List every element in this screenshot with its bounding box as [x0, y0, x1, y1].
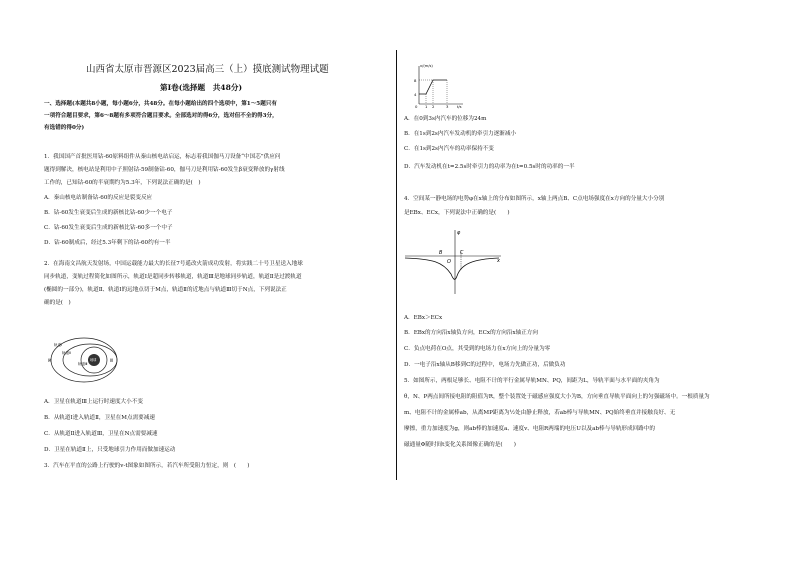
vt-x-label: t/s [457, 105, 462, 109]
q3-option-c: C．在1s到2s内汽车的功率保持不变 [404, 146, 494, 152]
q5-stem-line-5: 磁通量Φ随时间t变化关系图像正确的是( ) [404, 442, 516, 448]
q1-option-d: D．钴-60制成后，经过5.3年剩下的钴-60约有一半 [44, 240, 171, 246]
potential-graph [403, 226, 503, 296]
vt-x-tick-2: 2 [432, 104, 435, 109]
point-n-label: N [110, 358, 113, 363]
q2-option-b: B．从轨道Ⅰ进入轨道Ⅱ，卫星在M点需要减速 [44, 415, 155, 421]
q2-option-d: D．卫星在轨道Ⅱ上，只受地球引力作用而做加速运动 [44, 447, 176, 453]
instructions-line-3: 有选错的得0分) [44, 125, 85, 131]
phi-curve [405, 258, 499, 279]
q3-option-a: A．在0到3s内汽车的位移为24m [404, 116, 487, 122]
vt-y-tick-4: 4 [414, 92, 417, 97]
vt-origin: 0 [415, 104, 418, 109]
q5-stem-line-4: 摩擦，重力加速度为g，则ab棒的加速度a、速度v、电阻R两端的电压U以及ab棒与导轨形成回路中的 [404, 426, 655, 432]
q1-stem-line-2: 题得到解决，核电站是利用中子照射钴-59制备钴-60，伽马刀是利用钴-60发生β衰变释放的γ射线 [44, 167, 285, 173]
left-column [0, 0, 396, 562]
q2-stem-line-2: 同步轨道，变轨过程简化如图所示，轨道Ⅰ是超同步转移轨道，轨道Ⅲ是地球同步轨道，轨道Ⅱ是过渡轨道 [44, 274, 302, 280]
right-column [397, 0, 794, 562]
orbit-iii-label: 轨道Ⅲ [78, 362, 88, 366]
q4-stem-line-1: 4．空间某一静电场的电势φ在x轴上的分布如图所示，x轴上两点B、C点电场强度在x方向的分量大小分别 [404, 196, 665, 202]
q1-option-c: C．钴-60发生衰变后生成的新核比钴-60多一个中子 [44, 225, 173, 231]
q5-stem-line-1: 5．如图所示，两根足够长、电阻不计的平行金属导轨MN、PQ，间距为L，导轨平面与水平面的夹角为 [404, 378, 660, 384]
q3-stem: 3．汽车在平直的公路上行驶的v-t图象如图所示，若汽车所受阻力恒定，则 ( ) [44, 463, 250, 469]
phi-label: φ [457, 230, 461, 236]
q4-option-c: C．负点电荷在O点，其受到的电场力在x方向上的分量为零 [404, 346, 551, 352]
q1-stem-line-3: 工作的，已知钴-60的半衰期约为5.3年，下列说法正确的是( ) [44, 180, 201, 186]
instructions-line-1: 一、选择题(本题共8小题，每小题6分，共48分。在每小题给出的四个选项中，第1～5题只有 [44, 101, 277, 107]
q1-stem-line-1: 1．我国国产首批医用钴-60原料组件从秦山核电站启运，标志着我国伽马刀设备“中国芯”供应问 [44, 154, 281, 160]
document-title: 山西省太原市晋源区2023届高三（上）摸底测试物理试题 [86, 64, 329, 75]
q2-stem-line-1: 2．在海南文昌航天发射场，中国运载能力最大的长征7号遥改火箭成功发射，将实践二十号卫星送入地球 [44, 261, 303, 267]
q4-option-d: D．一电子沿x轴从B移到C的过程中，电场力先做正功，后做负功 [404, 362, 566, 368]
o-label: O [447, 259, 451, 265]
orbit-diagram [44, 333, 120, 391]
instructions-line-2: 一项符合题目要求，第6～8题有多项符合题目要求。全部选对的得6分，选对但不全的得3分， [44, 113, 278, 119]
q5-stem-line-3: m、电阻不计的金属棒ab，从离MP距离为½处由静止释放，若ab棒与导轨MN、PQ始终垂直并接触良好、无 [404, 410, 676, 416]
q4-option-a: A．EBx＞ECx [404, 315, 443, 321]
q1-option-a: A．秦山核电站制备钴-60的反应是裂变反应 [44, 195, 153, 201]
vt-y-tick-8: 8 [414, 78, 417, 83]
earth-label: 地球 [90, 358, 97, 362]
x-label: x [497, 258, 500, 264]
section-title: 第Ⅰ卷(选择题 共48分) [160, 83, 243, 92]
q4-stem-line-2: 是EBx、ECx，下列说法中正确的是( ) [404, 210, 510, 216]
q2-stem-line-3: (椭圆的一部分)，轨道Ⅱ、轨道Ⅰ的远地点切于M点，轨道Ⅱ的近地点与轨道Ⅲ切于N点，下列说法正 [44, 287, 287, 293]
q3-option-d: D．汽车发动机在t=2.5s时牵引力的功率为在t=0.5s时的功率的一半 [404, 164, 575, 170]
vt-y-label: v/(m/s) [420, 64, 433, 68]
point-m-label: M [48, 358, 52, 363]
vt-graph [407, 62, 467, 108]
q5-stem-line-2: θ，N、P两点间所接电阻的阻值为R，整个装置处于磁感应强度大小为B，方向垂直导轨平面向上的匀强磁场中。一根质量为 [404, 394, 710, 400]
q2-stem-line-4: 确的是( ) [44, 300, 71, 306]
q4-option-b: B．EBx的方向沿x轴负方向，ECx的方向沿x轴正方向 [404, 330, 538, 336]
q1-option-b: B．钴-60发生衰变后生成的新核比钴-60少一个电子 [44, 210, 173, 216]
b-label: B [439, 250, 443, 256]
q2-option-a: A．卫星在轨道Ⅲ上运行时速度大小不变 [44, 399, 143, 405]
vt-x-tick-1: 1 [425, 104, 428, 109]
q3-option-b: B．在1s到2s内汽车发动机的牵引力逐渐减小 [404, 131, 517, 137]
orbit-i-label: 轨道Ⅰ [54, 343, 63, 347]
c-label: C [460, 250, 464, 256]
orbit-ii-label: 轨道Ⅱ [62, 351, 71, 355]
q2-option-c: C．从轨道Ⅱ进入轨道Ⅲ，卫星在N点需要减速 [44, 431, 158, 437]
vt-x-tick-3: 3 [446, 104, 449, 109]
